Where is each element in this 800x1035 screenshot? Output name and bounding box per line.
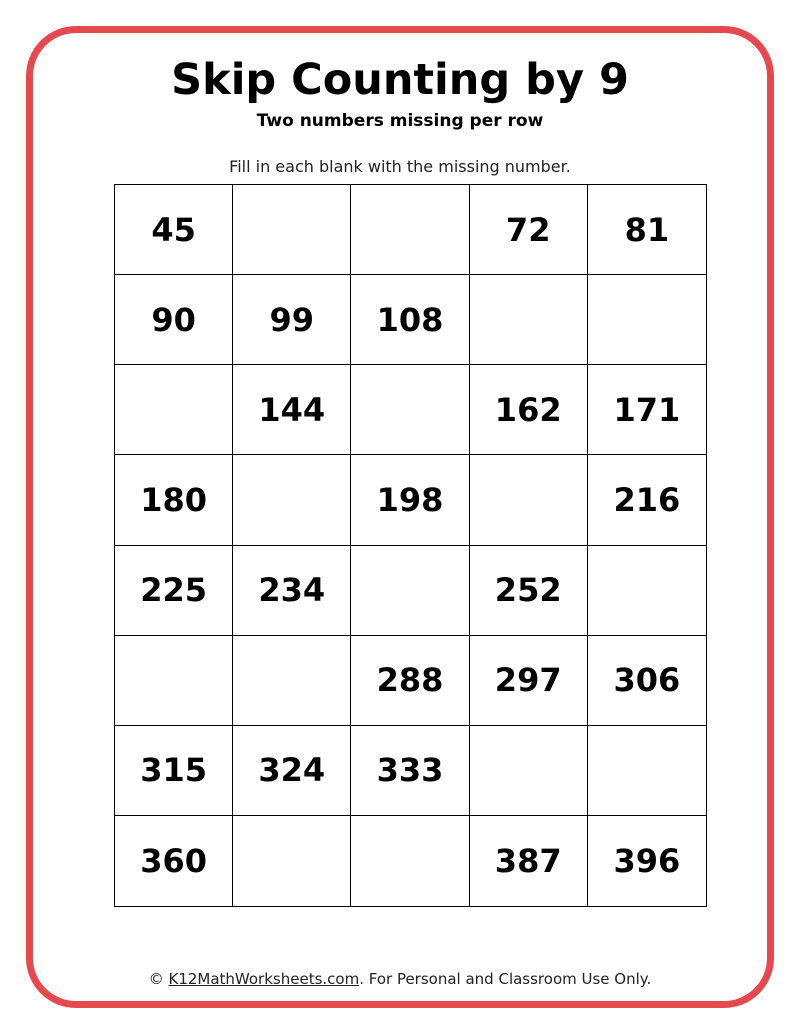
instructions-text: Fill in each blank with the missing number. (229, 157, 571, 176)
grid-cell-blank[interactable] (588, 546, 706, 636)
grid-cell-number: 234 (233, 546, 351, 636)
grid-cell-number: 216 (588, 455, 706, 545)
grid-cell-number: 72 (470, 185, 588, 275)
grid-cell-blank[interactable] (115, 636, 233, 726)
grid-cell-number: 315 (115, 726, 233, 816)
grid-cell-number: 387 (470, 816, 588, 906)
grid-cell-blank[interactable] (351, 816, 469, 906)
grid-cell-blank[interactable] (470, 275, 588, 365)
grid-cell-number: 324 (233, 726, 351, 816)
footer-site-link[interactable]: K12MathWorksheets.com (168, 970, 360, 988)
grid-cell-blank[interactable] (233, 185, 351, 275)
grid-cell-number: 144 (233, 365, 351, 455)
grid-cell-number: 225 (115, 546, 233, 636)
grid-cell-number: 288 (351, 636, 469, 726)
grid-cell-number: 297 (470, 636, 588, 726)
footer (0, 968, 800, 990)
grid-cell-number: 108 (351, 275, 469, 365)
grid-cell-number: 306 (588, 636, 706, 726)
grid-cell-blank[interactable] (588, 726, 706, 816)
grid-cell-blank[interactable] (233, 636, 351, 726)
grid-cell-number: 360 (115, 816, 233, 906)
grid-cell-blank[interactable] (470, 726, 588, 816)
grid-cell-number: 45 (115, 185, 233, 275)
grid-cell-blank[interactable] (351, 546, 469, 636)
grid-cell-blank[interactable] (351, 185, 469, 275)
grid-cell-blank[interactable] (115, 365, 233, 455)
grid-cell-number: 99 (233, 275, 351, 365)
grid-cell-blank[interactable] (233, 816, 351, 906)
page-title: Skip Counting by 9 (171, 55, 629, 105)
grid-cell-number: 333 (351, 726, 469, 816)
grid-cell-number: 90 (115, 275, 233, 365)
grid-cell-number: 198 (351, 455, 469, 545)
footer-note: . For Personal and Classroom Use Only. (359, 970, 652, 988)
footer-copyright: © (148, 970, 169, 988)
grid-cell-number: 81 (588, 185, 706, 275)
grid-cell-number: 171 (588, 365, 706, 455)
grid-cell-blank[interactable] (233, 455, 351, 545)
grid-cell-number: 252 (470, 546, 588, 636)
grid-cell-blank[interactable] (588, 275, 706, 365)
grid-cell-number: 180 (115, 455, 233, 545)
number-grid (114, 184, 707, 907)
grid-cell-number: 162 (470, 365, 588, 455)
grid-cell-blank[interactable] (351, 365, 469, 455)
grid-cell-blank[interactable] (470, 455, 588, 545)
page-subtitle: Two numbers missing per row (256, 111, 544, 131)
grid-cell-number: 396 (613, 841, 681, 880)
